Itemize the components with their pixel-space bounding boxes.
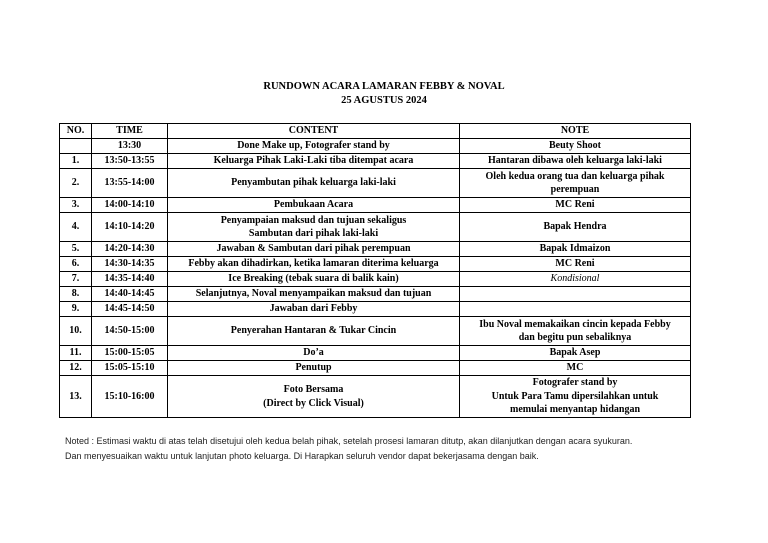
rundown-table (59, 123, 691, 418)
cell-no: 2. (60, 169, 92, 198)
cell-time: 14:10-14:20 (92, 213, 168, 242)
table-row (60, 376, 691, 418)
cell-note: Fotografer stand by Untuk Para Tamu dipersilahkan untuk memulai menyantap hidangan (460, 376, 691, 418)
table-row (60, 302, 691, 317)
cell-content: Pembukaan Acara (168, 198, 460, 213)
table-row (60, 154, 691, 169)
cell-note: Bapak Asep (460, 346, 691, 361)
cell-time: 13:30 (92, 139, 168, 154)
cell-no: 13. (60, 376, 92, 418)
cell-content: Penyambutan pihak keluarga laki-laki (168, 169, 460, 198)
table-row (60, 361, 691, 376)
header-no: NO. (60, 124, 92, 139)
header-note: NOTE (460, 124, 691, 139)
cell-note: Kondisional (460, 272, 691, 287)
table-row (60, 139, 691, 154)
cell-note: Beuty Shoot (460, 139, 691, 154)
cell-content: Penyerahan Hantaran & Tukar Cincin (168, 317, 460, 346)
cell-note (460, 287, 691, 302)
cell-no: 8. (60, 287, 92, 302)
cell-time: 14:50-15:00 (92, 317, 168, 346)
table-row (60, 213, 691, 242)
cell-time: 14:35-14:40 (92, 272, 168, 287)
cell-content: Penyampaian maksud dan tujuan sekaligus Sambutan dari pihak laki-laki (168, 213, 460, 242)
cell-no (60, 139, 92, 154)
cell-no: 6. (60, 257, 92, 272)
table-header-row (60, 124, 691, 139)
cell-no: 9. (60, 302, 92, 317)
cell-no: 4. (60, 213, 92, 242)
cell-content: Keluarga Pihak Laki-Laki tiba ditempat acara (168, 154, 460, 169)
cell-no: 3. (60, 198, 92, 213)
cell-no: 12. (60, 361, 92, 376)
cell-content: Jawaban dari Febby (168, 302, 460, 317)
cell-time: 15:05-15:10 (92, 361, 168, 376)
cell-time: 13:50-13:55 (92, 154, 168, 169)
header-time: TIME (92, 124, 168, 139)
cell-note: Bapak Hendra (460, 213, 691, 242)
table-row (60, 198, 691, 213)
cell-time: 14:45-14:50 (92, 302, 168, 317)
cell-note: MC Reni (460, 198, 691, 213)
cell-time: 15:00-15:05 (92, 346, 168, 361)
cell-content: Jawaban & Sambutan dari pihak perempuan (168, 242, 460, 257)
table-row (60, 169, 691, 198)
cell-no: 7. (60, 272, 92, 287)
cell-time: 15:10-16:00 (92, 376, 168, 418)
cell-time: 13:55-14:00 (92, 169, 168, 198)
table-row (60, 242, 691, 257)
document-title: RUNDOWN ACARA LAMARAN FEBBY & NOVAL (263, 81, 505, 92)
cell-content: Febby akan dihadirkan, ketika lamaran diterima keluarga (168, 257, 460, 272)
cell-no: 1. (60, 154, 92, 169)
cell-note: MC Reni (460, 257, 691, 272)
cell-content: Foto Bersama (Direct by Click Visual) (168, 376, 460, 418)
cell-time: 14:00-14:10 (92, 198, 168, 213)
cell-time: 14:30-14:35 (92, 257, 168, 272)
cell-no: 10. (60, 317, 92, 346)
table-row (60, 272, 691, 287)
footnote-noted: Noted : Estimasi waktu di atas telah disetujui oleh kedua belah pihak, setelah prosesi lamaran ditutp, akan dilanjutkan dengan acara syukuran. Dan menyesuaikan waktu untuk lanjutan photo keluarga. Di Harapkan seluruh vendor dapat bekerjasama dengan baik. (65, 436, 633, 461)
cell-content: Ice Breaking (tebak suara di balik kain) (168, 272, 460, 287)
cell-time: 14:20-14:30 (92, 242, 168, 257)
table-row (60, 257, 691, 272)
cell-note: Oleh kedua orang tua dan keluarga pihak perempuan (460, 169, 691, 198)
document-date: 25 AGUSTUS 2024 (341, 95, 427, 106)
cell-no: 11. (60, 346, 92, 361)
cell-note: Ibu Noval memakaikan cincin kepada Febby dan begitu pun sebaliknya (460, 317, 691, 346)
cell-no: 5. (60, 242, 92, 257)
table-row (60, 346, 691, 361)
cell-time: 14:40-14:45 (92, 287, 168, 302)
table-row (60, 317, 691, 346)
cell-content: Do’a (168, 346, 460, 361)
cell-content: Done Make up, Fotografer stand by (168, 139, 460, 154)
cell-content: Penutup (168, 361, 460, 376)
table-row (60, 287, 691, 302)
cell-content: Selanjutnya, Noval menyampaikan maksud dan tujuan (168, 287, 460, 302)
cell-note: MC (460, 361, 691, 376)
cell-note: Hantaran dibawa oleh keluarga laki-laki (460, 154, 691, 169)
header-content: CONTENT (168, 124, 460, 139)
cell-note (460, 302, 691, 317)
cell-note: Bapak Idmaizon (460, 242, 691, 257)
